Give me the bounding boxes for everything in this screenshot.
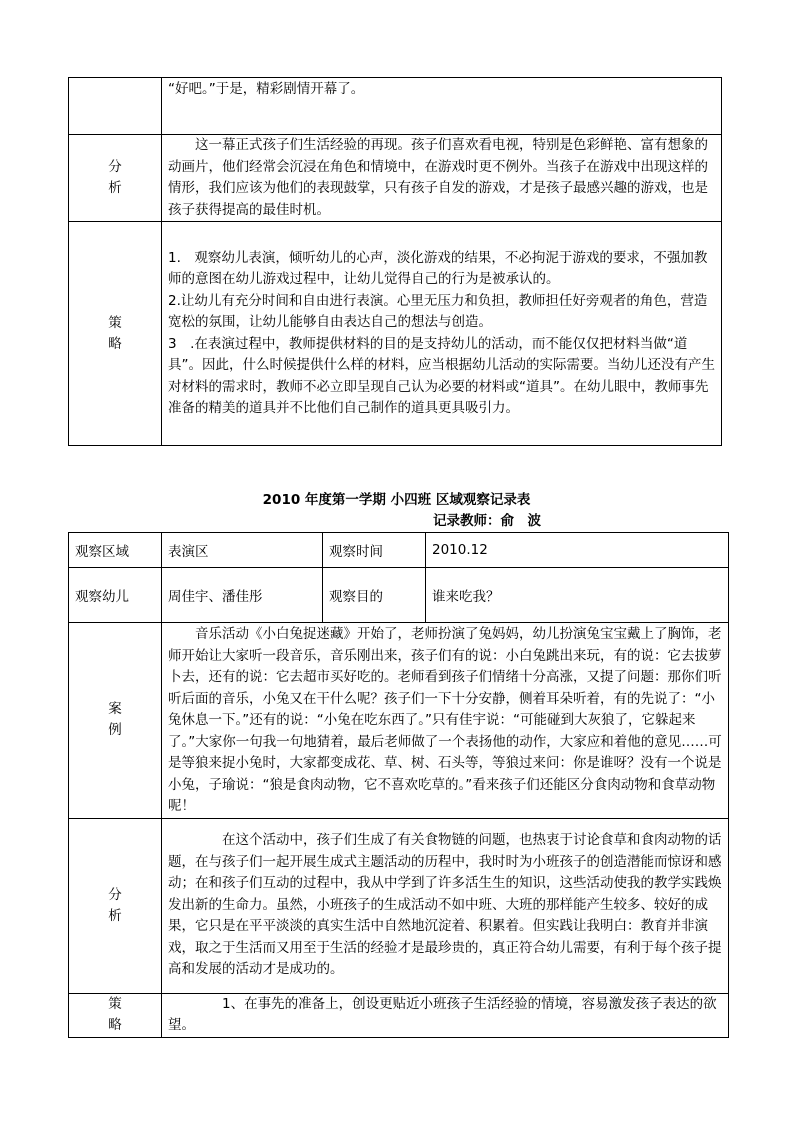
top-record-table [68, 77, 722, 446]
case-label: 案 例 [69, 623, 162, 819]
continuation-row [69, 78, 722, 135]
strategy-text [162, 222, 722, 446]
child-row [69, 568, 729, 623]
child-label: 观察幼儿 [69, 568, 162, 623]
recorder-teacher: 记录教师：俞 波 [433, 513, 541, 529]
strategy-item: 2.让幼儿有充分时间和自由进行表演。心里无压力和负担，教师担任好旁观者的角色，营造宽松的氛围，让幼儿能够自由表达自己的想法与创造。 [168, 292, 708, 330]
area-row [69, 533, 729, 568]
strategy-label: 策 略 [69, 222, 162, 446]
goal-label: 观察目的 [323, 568, 426, 623]
case-row [69, 623, 729, 819]
strategy-label-2: 策 略 [69, 993, 162, 1037]
strategy-text-2: 1、在事先的准备上，创设更贴近小班孩子生活经验的情境，容易激发孩子表达的欲望。 [162, 993, 729, 1037]
strategy-item: 3 .在表演过程中，教师提供材料的目的是支持幼儿的活动，而不能仅仅把材料当做“道具”。因此，什么时候提供什么样的材料，应当根据幼儿活动的实际需要。当幼儿还没有产生对材料的需求时，教师不必立即呈现自己认为必要的材料或“道具”。在幼儿眼中，教师事先准备的精美的道具并不比他们自己制作的道具更具吸引力。 [168, 335, 715, 416]
analysis-row [69, 135, 722, 222]
time-label: 观察时间 [323, 533, 426, 568]
strategy-item: 1. 观察幼儿表演，倾听幼儿的心声，淡化游戏的结果，不必拘泥于游戏的要求，不强加教师的意图在幼儿游戏过程中，让幼儿觉得自己的行为是被承认的。 [168, 249, 708, 287]
continuation-text: “好吧。”于是，精彩剧情开幕了。 [162, 78, 722, 135]
child-value: 周佳宇、潘佳彤 [162, 568, 323, 623]
area-label: 观察区域 [69, 533, 162, 568]
time-value: 2010.12 [426, 533, 729, 568]
analysis-text: 这一幕正式孩子们生活经验的再现。孩子们喜欢看电视，特别是色彩鲜艳、富有想象的动画片，他们经常会沉浸在角色和情境中，在游戏时更不例外。当孩子在游戏中出现这样的情形，我们应该为他们的表现鼓掌，只有孩子自发的游戏，才是孩子最感兴趣的游戏，也是孩子获得提高的最佳时机。 [162, 135, 722, 222]
analysis-text-2: 在这个活动中，孩子们生成了有关食物链的问题，也热衷于讨论食草和食肉动物的话题，在与孩子们一起开展生成式主题活动的历程中，我时时为小班孩子的创造潜能而惊讶和感动；在和孩子们互动的过程中，我从中学到了许多活生生的知识，这些活动使我的教学实践焕发出新的生命力。虽然，小班孩子的生成活动不如中班、大班的那样能产生较多、较好的成果，它只是在平平淡淡的真实生活中自然地沉淀着、积累着。但实践让我明白：教育并非演戏，取之于生活而又用至于生活的经验才是最珍贵的，真正符合幼儿需要，有利于每个孩子提高和发展的活动才是成功的。 [162, 818, 729, 993]
strategy-row-2 [69, 993, 729, 1037]
goal-value: 谁来吃我？ [426, 568, 729, 623]
analysis-label: 分 析 [69, 135, 162, 222]
strategy-row [69, 222, 722, 446]
case-text: 音乐活动《小白兔捉迷藏》开始了，老师扮演了兔妈妈，幼儿扮演兔宝宝戴上了胸饰，老师开始让大家听一段音乐，音乐刚出来，孩子们有的说：小白兔跳出来玩，有的说：它去拔萝卜去，还有的说：它去超市买好吃的。老师看到孩子们情绪十分高涨，又提了问题：那你们听听后面的音乐，小兔又在干什么呢？孩子们一下十分安静，侧着耳朵听着，有的先说了：“小兔休息一下。”还有的说：“小兔在吃东西了。”只有佳宇说：“可能碰到大灰狼了，它躲起来了。”大家你一句我一句地猜着，最后老师做了一个表扬他的动作，大家应和着他的意见……可是等狼来捉小兔时，大家都变成花、草、树、石头等，等狼过来问：你是谁呀？没有一个说是小兔，子瑜说：“狼是食肉动物，它不喜欢吃草的。”看来孩子们还能区分食肉动物和食草动物呢！ [162, 623, 729, 819]
record-title: 2010 年度第一学期 小四班 区域观察记录表 [262, 492, 531, 508]
continuation-label-cell [69, 78, 162, 135]
observation-record-table [68, 532, 729, 1038]
analysis-label-2: 分 析 [69, 818, 162, 993]
area-value: 表演区 [162, 533, 323, 568]
analysis-row-2 [69, 818, 729, 993]
